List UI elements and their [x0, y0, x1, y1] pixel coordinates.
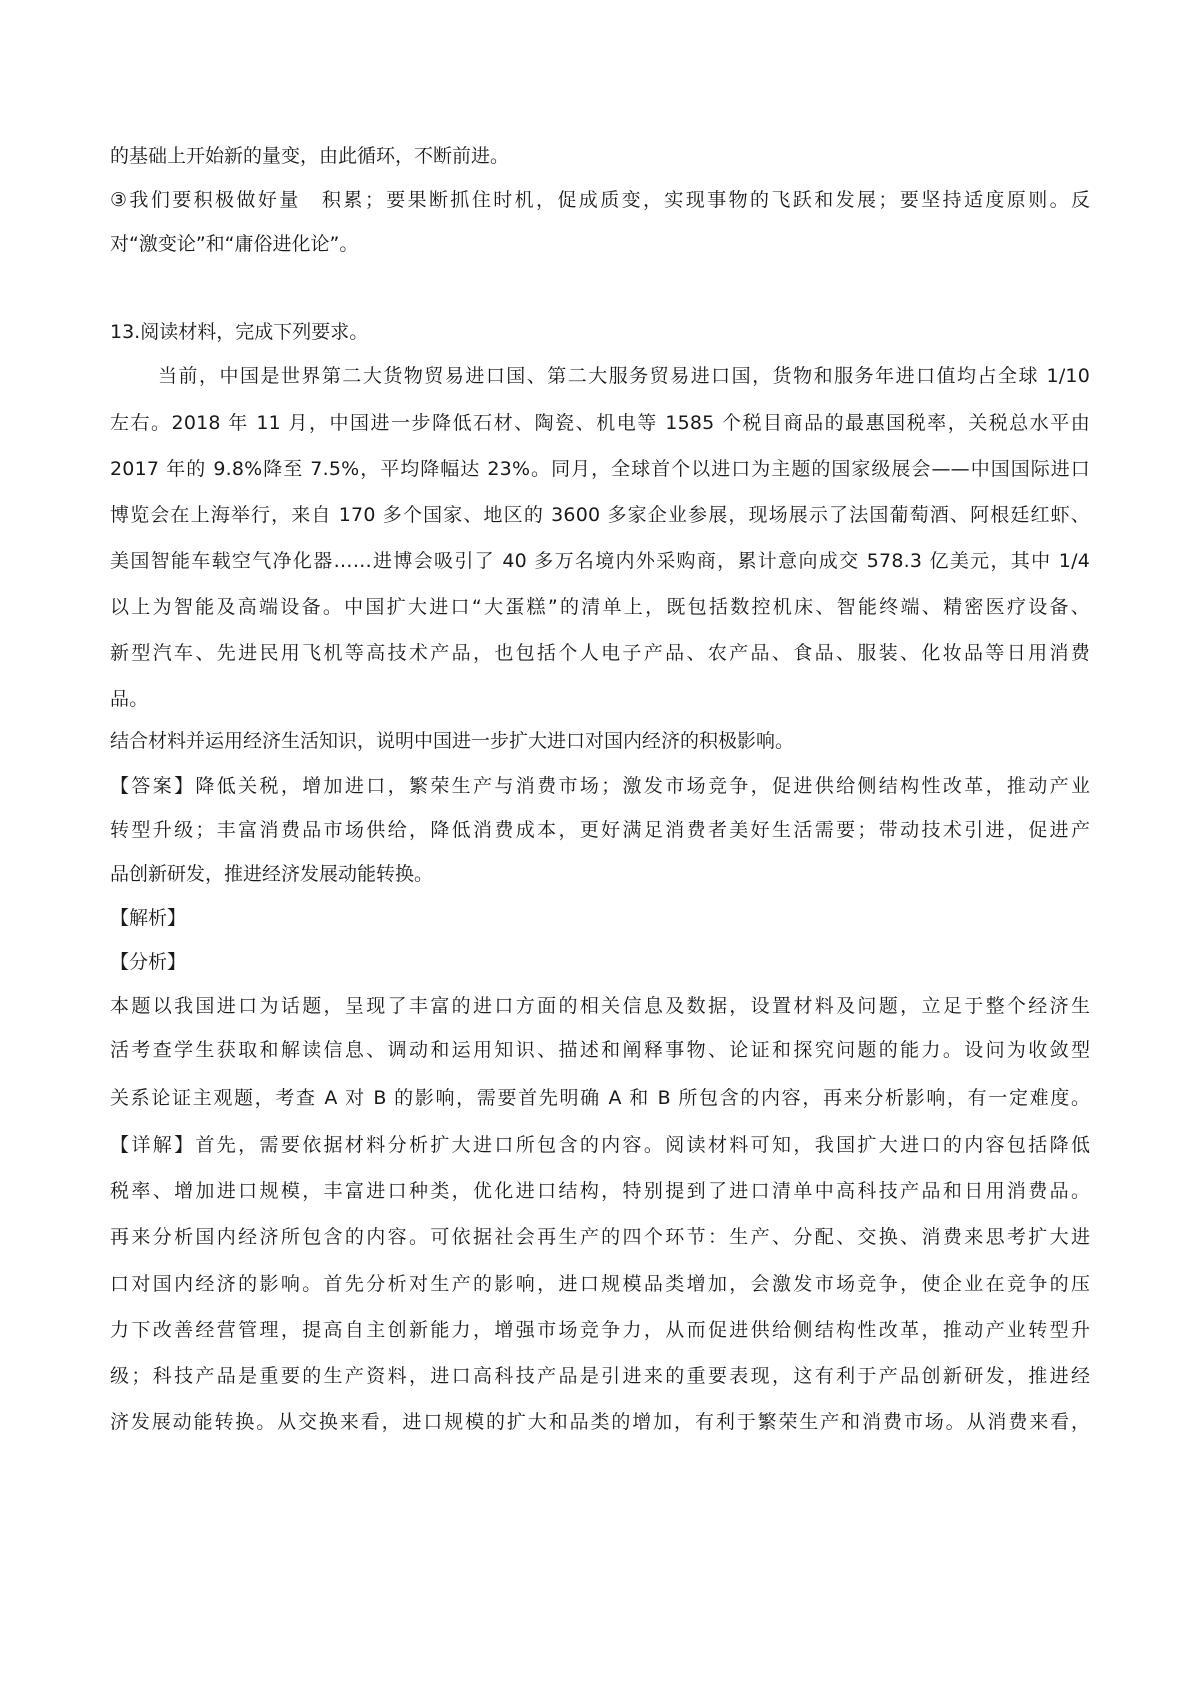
analysis-line: 关系论证主观题，考查 A 对 B 的影响，需要首先明确 A 和 B 所包含的内容，再来分析影响，有一定难度。 — [110, 1087, 1090, 1109]
detail-line: 再来分析国内经济所包含的内容。可依据社会再生产的四个环节：生产、分配、交换、消费来思考扩大进 — [110, 1226, 1090, 1248]
material-line: 品。 — [110, 688, 149, 710]
answer-line: 【答案】降低关税，增加进口，繁荣生产与消费市场；激发市场竞争，促进供给侧结构性改革，推动产业 — [110, 775, 1090, 797]
material-line: 以上为智能及高端设备。中国扩大进口“大蛋糕”的清单上，既包括数控机床、智能终端、精密医疗设备、 — [110, 596, 1090, 618]
answer-line: 转型升级；丰富消费品市场供给，降低消费成本，更好满足消费者美好生活需要；带动技术引进，促进产 — [110, 819, 1090, 841]
prev-answer-line-2: ③我们要积极做好量 积累；要果断抓住时机，促成质变，实现事物的飞跃和发展；要坚持适度原则。反 — [110, 189, 1090, 211]
question-13-title: 13.阅读材料，完成下列要求。 — [110, 321, 369, 343]
detail-line: 口对国内经济的影响。首先分析对生产的影响，进口规模品类增加，会激发市场竞争，使企业在竞争的压 — [110, 1273, 1090, 1295]
material-line: 左右。2018 年 11 月，中国进一步降低石材、陶瓷、机电等 1585 个税目商品的最惠国税率，关税总水平由 — [110, 412, 1090, 434]
material-line: 2017 年的 9.8%降至 7.5%，平均降幅达 23%。同月，全球首个以进口为主题的国家级展会——中国国际进口 — [110, 458, 1090, 480]
fenxi-heading: 【分析】 — [110, 951, 187, 973]
prev-answer-line-1: 的基础上开始新的量变，由此循环，不断前进。 — [110, 145, 510, 167]
material-line: 博览会在上海举行，来自 170 多个国家、地区的 3600 多家企业参展，现场展示了法国葡萄酒、阿根廷红虾、 — [110, 504, 1090, 526]
detail-line: 力下改善经营管理，提高自主创新能力，增强市场竞争力，从而促进供给侧结构性改革，推动产业转型升 — [110, 1319, 1090, 1341]
prev-answer-line-3: 对“激变论”和“庸俗进化论”。 — [110, 233, 359, 255]
question-prompt: 结合材料并运用经济生活知识，说明中国进一步扩大进口对国内经济的积极影响。 — [110, 730, 795, 752]
detail-line: 级；科技产品是重要的生产资料，进口高科技产品是引进来的重要表现，这有利于产品创新研发，推进经 — [110, 1365, 1090, 1387]
material-line: 当前，中国是世界第二大货物贸易进口国、第二大服务贸易进口国，货物和服务年进口值均占全球 1/10 — [158, 365, 1090, 387]
material-line: 新型汽车、先进民用飞机等高技术产品，也包括个人电子产品、农产品、食品、服装、化妆品等日用消费 — [110, 642, 1090, 664]
analysis-line: 本题以我国进口为话题，呈现了丰富的进口方面的相关信息及数据，设置材料及问题，立足于整个经济生 — [110, 995, 1090, 1017]
material-line: 美国智能车载空气净化器……进博会吸引了 40 多万名境内外采购商，累计意向成交 578.3 亿美元，其中 1/4 — [110, 550, 1090, 572]
detail-line: 济发展动能转换。从交换来看，进口规模的扩大和品类的增加，有利于繁荣生产和消费市场。从消费来看， — [110, 1411, 1090, 1433]
analysis-line: 活考查学生获取和解读信息、调动和运用知识、描述和阐释事物、论证和探究问题的能力。设问为收敛型 — [110, 1039, 1090, 1061]
detail-line: 税率、增加进口规模，丰富进口种类，优化进口结构，特别提到了进口清单中高科技产品和日用消费品。 — [110, 1180, 1090, 1202]
detail-line: 【详解】首先，需要依据材料分析扩大进口所包含的内容。阅读材料可知，我国扩大进口的内容包括降低 — [110, 1134, 1090, 1156]
answer-line: 品创新研发，推进经济发展动能转换。 — [110, 863, 434, 885]
jiexi-heading: 【解析】 — [110, 907, 187, 929]
